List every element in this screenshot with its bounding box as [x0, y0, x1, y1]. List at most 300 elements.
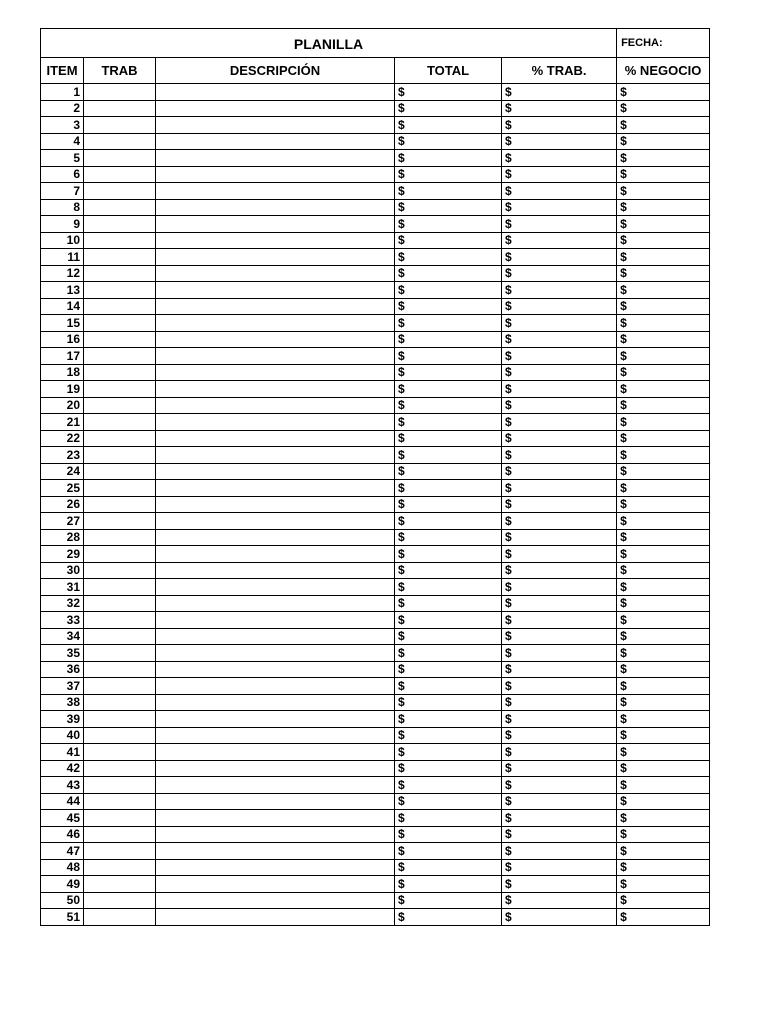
descripcion-cell[interactable] — [156, 760, 395, 777]
table-row — [41, 298, 710, 315]
total-cell[interactable]: $ — [395, 628, 502, 645]
trab-cell[interactable] — [84, 348, 156, 365]
item-cell: 45 — [41, 810, 84, 827]
pct-negocio-cell[interactable]: $ — [617, 216, 710, 233]
trab-cell[interactable] — [84, 579, 156, 596]
total-cell[interactable]: $ — [395, 364, 502, 381]
item-cell: 8 — [41, 199, 84, 216]
item-cell: 13 — [41, 282, 84, 299]
pct-negocio-cell[interactable]: $ — [617, 232, 710, 249]
pct-negocio-cell[interactable]: $ — [617, 562, 710, 579]
total-cell[interactable]: $ — [395, 694, 502, 711]
table-row — [41, 760, 710, 777]
pct-trab-cell[interactable]: $ — [502, 678, 617, 695]
trab-cell[interactable] — [84, 777, 156, 794]
pct-trab-cell[interactable]: $ — [502, 727, 617, 744]
pct-trab-cell[interactable]: $ — [502, 249, 617, 266]
pct-trab-cell[interactable]: $ — [502, 843, 617, 860]
item-cell: 48 — [41, 859, 84, 876]
total-cell[interactable]: $ — [395, 463, 502, 480]
pct-negocio-cell[interactable]: $ — [617, 364, 710, 381]
item-cell: 25 — [41, 480, 84, 497]
trab-cell[interactable] — [84, 331, 156, 348]
trab-cell[interactable] — [84, 562, 156, 579]
item-cell: 29 — [41, 546, 84, 563]
total-cell[interactable]: $ — [395, 777, 502, 794]
trab-cell[interactable] — [84, 595, 156, 612]
item-cell: 3 — [41, 117, 84, 134]
pct-trab-cell[interactable]: $ — [502, 744, 617, 761]
pct-trab-cell[interactable]: $ — [502, 463, 617, 480]
pct-trab-cell[interactable]: $ — [502, 793, 617, 810]
date-cell[interactable] — [617, 29, 710, 58]
descripcion-cell[interactable] — [156, 595, 395, 612]
trab-cell[interactable] — [84, 216, 156, 233]
pct-trab-cell[interactable]: $ — [502, 199, 617, 216]
item-cell: 47 — [41, 843, 84, 860]
trab-cell[interactable] — [84, 760, 156, 777]
pct-trab-cell[interactable]: $ — [502, 480, 617, 497]
pct-trab-cell[interactable]: $ — [502, 595, 617, 612]
pct-trab-cell[interactable]: $ — [502, 628, 617, 645]
trab-cell[interactable] — [84, 364, 156, 381]
item-cell: 51 — [41, 909, 84, 926]
date-label: FECHA: — [621, 37, 663, 49]
total-cell[interactable]: $ — [395, 265, 502, 282]
pct-negocio-cell[interactable]: $ — [617, 381, 710, 398]
column-header-item: ITEM — [41, 58, 84, 84]
trab-cell[interactable] — [84, 727, 156, 744]
column-header-pct-trab: % TRAB. — [502, 58, 617, 84]
descripcion-cell[interactable] — [156, 744, 395, 761]
trab-cell[interactable] — [84, 694, 156, 711]
descripcion-cell[interactable] — [156, 876, 395, 893]
pct-negocio-cell[interactable]: $ — [617, 166, 710, 183]
pct-trab-cell[interactable]: $ — [502, 826, 617, 843]
total-cell[interactable]: $ — [395, 793, 502, 810]
total-cell[interactable]: $ — [395, 529, 502, 546]
pct-trab-cell[interactable]: $ — [502, 579, 617, 596]
descripcion-cell[interactable] — [156, 298, 395, 315]
descripcion-cell[interactable] — [156, 612, 395, 629]
total-cell[interactable]: $ — [395, 661, 502, 678]
trab-cell[interactable] — [84, 397, 156, 414]
descripcion-cell[interactable] — [156, 117, 395, 134]
trab-cell[interactable] — [84, 826, 156, 843]
pct-trab-cell[interactable]: $ — [502, 348, 617, 365]
descripcion-cell[interactable] — [156, 843, 395, 860]
trab-cell[interactable] — [84, 463, 156, 480]
pct-negocio-cell[interactable]: $ — [617, 84, 710, 101]
descripcion-cell[interactable] — [156, 546, 395, 563]
pct-trab-cell[interactable]: $ — [502, 84, 617, 101]
descripcion-cell[interactable] — [156, 529, 395, 546]
pct-negocio-cell[interactable]: $ — [617, 430, 710, 447]
descripcion-cell[interactable] — [156, 315, 395, 332]
pct-negocio-cell[interactable]: $ — [617, 711, 710, 728]
trab-cell[interactable] — [84, 843, 156, 860]
total-cell[interactable]: $ — [395, 84, 502, 101]
pct-trab-cell[interactable]: $ — [502, 612, 617, 629]
total-cell[interactable]: $ — [395, 232, 502, 249]
pct-trab-cell[interactable]: $ — [502, 414, 617, 431]
descripcion-cell[interactable] — [156, 381, 395, 398]
pct-negocio-cell[interactable]: $ — [617, 463, 710, 480]
pct-negocio-cell[interactable]: $ — [617, 100, 710, 117]
table-row — [41, 909, 710, 926]
descripcion-cell[interactable] — [156, 892, 395, 909]
pct-trab-cell[interactable]: $ — [502, 150, 617, 167]
total-cell[interactable]: $ — [395, 810, 502, 827]
item-cell: 32 — [41, 595, 84, 612]
pct-negocio-cell[interactable]: $ — [617, 694, 710, 711]
pct-negocio-cell[interactable]: $ — [617, 298, 710, 315]
pct-negocio-cell[interactable]: $ — [617, 331, 710, 348]
total-cell[interactable]: $ — [395, 282, 502, 299]
pct-trab-cell[interactable]: $ — [502, 166, 617, 183]
total-cell[interactable]: $ — [395, 909, 502, 926]
descripcion-cell[interactable] — [156, 645, 395, 662]
pct-negocio-cell[interactable]: $ — [617, 348, 710, 365]
table-row — [41, 546, 710, 563]
total-cell[interactable]: $ — [395, 430, 502, 447]
pct-trab-cell[interactable]: $ — [502, 331, 617, 348]
pct-negocio-cell[interactable]: $ — [617, 265, 710, 282]
pct-negocio-cell[interactable]: $ — [617, 249, 710, 266]
pct-trab-cell[interactable]: $ — [502, 315, 617, 332]
total-cell[interactable]: $ — [395, 727, 502, 744]
item-cell: 20 — [41, 397, 84, 414]
pct-negocio-cell[interactable]: $ — [617, 496, 710, 513]
table-row — [41, 249, 710, 266]
descripcion-cell[interactable] — [156, 694, 395, 711]
trab-cell[interactable] — [84, 546, 156, 563]
total-cell[interactable]: $ — [395, 678, 502, 695]
pct-negocio-cell[interactable]: $ — [617, 645, 710, 662]
item-cell: 28 — [41, 529, 84, 546]
total-cell[interactable]: $ — [395, 826, 502, 843]
pct-negocio-cell[interactable]: $ — [617, 117, 710, 134]
table-row — [41, 381, 710, 398]
item-cell: 19 — [41, 381, 84, 398]
descripcion-cell[interactable] — [156, 166, 395, 183]
trab-cell[interactable] — [84, 100, 156, 117]
trab-cell[interactable] — [84, 859, 156, 876]
item-cell: 21 — [41, 414, 84, 431]
descripcion-cell[interactable] — [156, 777, 395, 794]
total-cell[interactable]: $ — [395, 133, 502, 150]
total-cell[interactable]: $ — [395, 480, 502, 497]
descripcion-cell[interactable] — [156, 513, 395, 530]
total-cell[interactable]: $ — [395, 331, 502, 348]
table-row — [41, 810, 710, 827]
total-cell[interactable]: $ — [395, 216, 502, 233]
pct-trab-cell[interactable]: $ — [502, 117, 617, 134]
pct-negocio-cell[interactable]: $ — [617, 315, 710, 332]
trab-cell[interactable] — [84, 661, 156, 678]
trab-cell[interactable] — [84, 381, 156, 398]
trab-cell[interactable] — [84, 183, 156, 200]
pct-negocio-cell[interactable]: $ — [617, 579, 710, 596]
table-row — [41, 694, 710, 711]
trab-cell[interactable] — [84, 315, 156, 332]
table-row — [41, 150, 710, 167]
pct-trab-cell[interactable]: $ — [502, 760, 617, 777]
trab-cell[interactable] — [84, 232, 156, 249]
total-cell[interactable]: $ — [395, 546, 502, 563]
total-cell[interactable]: $ — [395, 381, 502, 398]
descripcion-cell[interactable] — [156, 909, 395, 926]
descripcion-cell[interactable] — [156, 859, 395, 876]
descripcion-cell[interactable] — [156, 678, 395, 695]
trab-cell[interactable] — [84, 793, 156, 810]
pct-trab-cell[interactable]: $ — [502, 298, 617, 315]
descripcion-cell[interactable] — [156, 183, 395, 200]
pct-negocio-cell[interactable]: $ — [617, 892, 710, 909]
pct-trab-cell[interactable]: $ — [502, 694, 617, 711]
descripcion-cell[interactable] — [156, 826, 395, 843]
total-cell[interactable]: $ — [395, 414, 502, 431]
pct-negocio-cell[interactable]: $ — [617, 612, 710, 629]
pct-trab-cell[interactable]: $ — [502, 397, 617, 414]
pct-trab-cell[interactable]: $ — [502, 777, 617, 794]
trab-cell[interactable] — [84, 265, 156, 282]
item-cell: 24 — [41, 463, 84, 480]
total-cell[interactable]: $ — [395, 199, 502, 216]
total-cell[interactable]: $ — [395, 100, 502, 117]
pct-trab-cell[interactable]: $ — [502, 513, 617, 530]
descripcion-cell[interactable] — [156, 793, 395, 810]
descripcion-cell[interactable] — [156, 727, 395, 744]
pct-trab-cell[interactable]: $ — [502, 381, 617, 398]
total-cell[interactable]: $ — [395, 859, 502, 876]
pct-negocio-cell[interactable]: $ — [617, 199, 710, 216]
trab-cell[interactable] — [84, 678, 156, 695]
trab-cell[interactable] — [84, 892, 156, 909]
trab-cell[interactable] — [84, 628, 156, 645]
table-row — [41, 892, 710, 909]
trab-cell[interactable] — [84, 199, 156, 216]
total-cell[interactable]: $ — [395, 711, 502, 728]
descripcion-cell[interactable] — [156, 414, 395, 431]
trab-cell[interactable] — [84, 480, 156, 497]
table-row — [41, 711, 710, 728]
total-cell[interactable]: $ — [395, 117, 502, 134]
pct-negocio-cell[interactable]: $ — [617, 183, 710, 200]
trab-cell[interactable] — [84, 414, 156, 431]
total-cell[interactable]: $ — [395, 892, 502, 909]
total-cell[interactable]: $ — [395, 298, 502, 315]
table-row — [41, 777, 710, 794]
trab-cell[interactable] — [84, 876, 156, 893]
pct-trab-cell[interactable]: $ — [502, 447, 617, 464]
total-cell[interactable]: $ — [395, 595, 502, 612]
pct-negocio-cell[interactable]: $ — [617, 447, 710, 464]
pct-negocio-cell[interactable]: $ — [617, 397, 710, 414]
pct-trab-cell[interactable]: $ — [502, 546, 617, 563]
trab-cell[interactable] — [84, 513, 156, 530]
pct-negocio-cell[interactable]: $ — [617, 777, 710, 794]
descripcion-cell[interactable] — [156, 364, 395, 381]
pct-trab-cell[interactable]: $ — [502, 183, 617, 200]
total-cell[interactable]: $ — [395, 315, 502, 332]
table-row — [41, 529, 710, 546]
descripcion-cell[interactable] — [156, 480, 395, 497]
table-row — [41, 397, 710, 414]
pct-trab-cell[interactable]: $ — [502, 562, 617, 579]
pct-negocio-cell[interactable]: $ — [617, 744, 710, 761]
descripcion-cell[interactable] — [156, 249, 395, 266]
descripcion-cell[interactable] — [156, 232, 395, 249]
trab-cell[interactable] — [84, 166, 156, 183]
pct-trab-cell[interactable]: $ — [502, 876, 617, 893]
planilla-sheet — [40, 28, 709, 926]
total-cell[interactable]: $ — [395, 843, 502, 860]
pct-negocio-cell[interactable]: $ — [617, 661, 710, 678]
trab-cell[interactable] — [84, 529, 156, 546]
pct-negocio-cell[interactable]: $ — [617, 859, 710, 876]
descripcion-cell[interactable] — [156, 463, 395, 480]
pct-negocio-cell[interactable]: $ — [617, 876, 710, 893]
pct-negocio-cell[interactable]: $ — [617, 480, 710, 497]
pct-negocio-cell[interactable]: $ — [617, 793, 710, 810]
descripcion-cell[interactable] — [156, 496, 395, 513]
pct-negocio-cell[interactable]: $ — [617, 678, 710, 695]
descripcion-cell[interactable] — [156, 265, 395, 282]
pct-negocio-cell[interactable]: $ — [617, 760, 710, 777]
total-cell[interactable]: $ — [395, 447, 502, 464]
descripcion-cell[interactable] — [156, 447, 395, 464]
pct-trab-cell[interactable]: $ — [502, 100, 617, 117]
descripcion-cell[interactable] — [156, 84, 395, 101]
trab-cell[interactable] — [84, 298, 156, 315]
total-cell[interactable]: $ — [395, 397, 502, 414]
total-cell[interactable]: $ — [395, 150, 502, 167]
total-cell[interactable]: $ — [395, 760, 502, 777]
table-row — [41, 84, 710, 101]
total-cell[interactable]: $ — [395, 249, 502, 266]
descripcion-cell[interactable] — [156, 100, 395, 117]
pct-trab-cell[interactable]: $ — [502, 282, 617, 299]
descripcion-cell[interactable] — [156, 579, 395, 596]
descripcion-cell[interactable] — [156, 810, 395, 827]
total-cell[interactable]: $ — [395, 513, 502, 530]
pct-negocio-cell[interactable]: $ — [617, 810, 710, 827]
descripcion-cell[interactable] — [156, 331, 395, 348]
pct-trab-cell[interactable]: $ — [502, 645, 617, 662]
pct-negocio-cell[interactable]: $ — [617, 529, 710, 546]
total-cell[interactable]: $ — [395, 496, 502, 513]
trab-cell[interactable] — [84, 711, 156, 728]
trab-cell[interactable] — [84, 447, 156, 464]
pct-trab-cell[interactable]: $ — [502, 232, 617, 249]
descripcion-cell[interactable] — [156, 282, 395, 299]
descripcion-cell[interactable] — [156, 628, 395, 645]
pct-negocio-cell[interactable]: $ — [617, 628, 710, 645]
total-cell[interactable]: $ — [395, 579, 502, 596]
table-row — [41, 463, 710, 480]
total-cell[interactable]: $ — [395, 744, 502, 761]
pct-trab-cell[interactable]: $ — [502, 133, 617, 150]
table-row — [41, 645, 710, 662]
trab-cell[interactable] — [84, 430, 156, 447]
total-cell[interactable]: $ — [395, 562, 502, 579]
pct-trab-cell[interactable]: $ — [502, 661, 617, 678]
total-cell[interactable]: $ — [395, 183, 502, 200]
trab-cell[interactable] — [84, 249, 156, 266]
pct-trab-cell[interactable]: $ — [502, 364, 617, 381]
pct-trab-cell[interactable]: $ — [502, 810, 617, 827]
total-cell[interactable]: $ — [395, 645, 502, 662]
trab-cell[interactable] — [84, 744, 156, 761]
pct-negocio-cell[interactable]: $ — [617, 727, 710, 744]
descripcion-cell[interactable] — [156, 711, 395, 728]
item-cell: 49 — [41, 876, 84, 893]
total-cell[interactable]: $ — [395, 348, 502, 365]
descripcion-cell[interactable] — [156, 661, 395, 678]
descripcion-cell[interactable] — [156, 216, 395, 233]
pct-trab-cell[interactable]: $ — [502, 529, 617, 546]
trab-cell[interactable] — [84, 84, 156, 101]
descripcion-cell[interactable] — [156, 562, 395, 579]
trab-cell[interactable] — [84, 117, 156, 134]
pct-negocio-cell[interactable]: $ — [617, 546, 710, 563]
descripcion-cell[interactable] — [156, 199, 395, 216]
item-cell: 18 — [41, 364, 84, 381]
pct-negocio-cell[interactable]: $ — [617, 595, 710, 612]
descripcion-cell[interactable] — [156, 397, 395, 414]
pct-negocio-cell[interactable]: $ — [617, 282, 710, 299]
pct-trab-cell[interactable]: $ — [502, 216, 617, 233]
total-cell[interactable]: $ — [395, 876, 502, 893]
trab-cell[interactable] — [84, 133, 156, 150]
descripcion-cell[interactable] — [156, 133, 395, 150]
trab-cell[interactable] — [84, 810, 156, 827]
pct-negocio-cell[interactable]: $ — [617, 133, 710, 150]
table-row — [41, 876, 710, 893]
pct-trab-cell[interactable]: $ — [502, 496, 617, 513]
table-row — [41, 232, 710, 249]
pct-negocio-cell[interactable]: $ — [617, 414, 710, 431]
item-cell: 36 — [41, 661, 84, 678]
pct-trab-cell[interactable]: $ — [502, 892, 617, 909]
descripcion-cell[interactable] — [156, 430, 395, 447]
trab-cell[interactable] — [84, 282, 156, 299]
header-row — [41, 58, 710, 84]
pct-negocio-cell[interactable]: $ — [617, 843, 710, 860]
pct-trab-cell[interactable]: $ — [502, 430, 617, 447]
trab-cell[interactable] — [84, 612, 156, 629]
pct-trab-cell[interactable]: $ — [502, 859, 617, 876]
pct-negocio-cell[interactable]: $ — [617, 513, 710, 530]
pct-negocio-cell[interactable]: $ — [617, 909, 710, 926]
trab-cell[interactable] — [84, 496, 156, 513]
descripcion-cell[interactable] — [156, 150, 395, 167]
descripcion-cell[interactable] — [156, 348, 395, 365]
pct-trab-cell[interactable]: $ — [502, 909, 617, 926]
total-cell[interactable]: $ — [395, 612, 502, 629]
pct-trab-cell[interactable]: $ — [502, 265, 617, 282]
column-header-descripcion: DESCRIPCIÓN — [156, 58, 395, 84]
trab-cell[interactable] — [84, 150, 156, 167]
pct-negocio-cell[interactable]: $ — [617, 826, 710, 843]
total-cell[interactable]: $ — [395, 166, 502, 183]
table-row — [41, 562, 710, 579]
trab-cell[interactable] — [84, 909, 156, 926]
pct-trab-cell[interactable]: $ — [502, 711, 617, 728]
pct-negocio-cell[interactable]: $ — [617, 150, 710, 167]
trab-cell[interactable] — [84, 645, 156, 662]
